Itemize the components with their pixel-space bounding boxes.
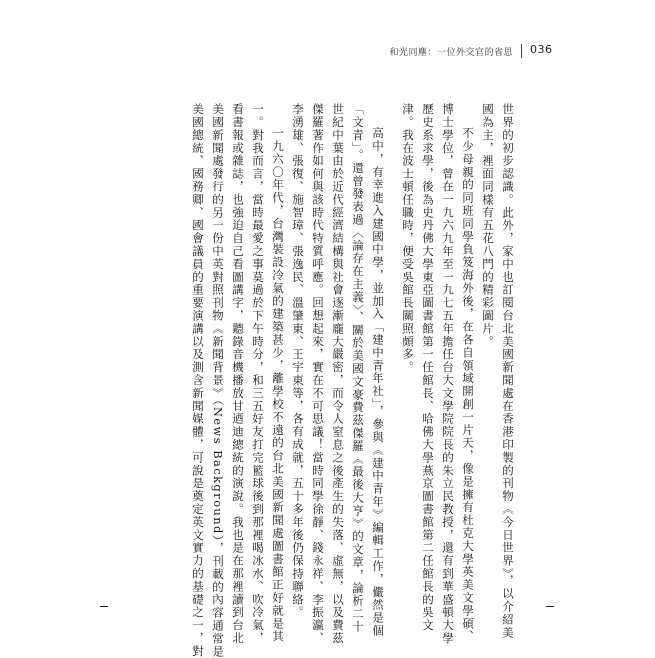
crop-mark-right bbox=[546, 606, 554, 607]
page-number: 036 bbox=[530, 43, 553, 56]
text-line: 李湧雄、張復、施智璋、張逸民、溫肇東、王宇東等，各有成就，五十多年後仍保持聯絡。 bbox=[291, 103, 305, 619]
text-line: 世紀中葉由於近代經濟結構與社會逐漸龐大嚴密，而令人窒息之後產生的失落、虛無，以及費茲 bbox=[331, 103, 345, 645]
text-line: 歷史系求學，後為史丹佛大學東亞圖書館第一任館長、哈佛大學燕京圖書館第二任館長的吳文 bbox=[421, 103, 435, 632]
text-line: 一九六〇年代，台灣裝設冷氣的建築甚少，離學校不遠的台北美國新聞處圖書館正好就是其 bbox=[271, 127, 285, 643]
text-line: 博士學位，曾在一九六九年至一九七五年擔任台大文學院院長的朱立民教授，還有到華盛頓大學 bbox=[441, 103, 455, 645]
text-line: 不少母親的同班同學負笈海外後，在各自領域開創一片天，像是擁有杜克大學英美文學碩、 bbox=[461, 127, 475, 643]
header-divider bbox=[521, 44, 522, 58]
text-line: 世界的初步認識。此外，家中也訂閱台北美國新聞處在香港印製的刊物《今日世界》，以介紹美 bbox=[501, 103, 515, 640]
running-header bbox=[0, 42, 655, 62]
paragraph-gap bbox=[388, 103, 398, 549]
text-line: 美國總統、國務卿、國會議員的重要演講以及測含新聞媒體，可說是奠定英文實力的基礎之一，對 bbox=[191, 103, 205, 658]
vertical-text-body bbox=[188, 103, 518, 658]
text-line: 美國新聞處發行的另一份中英對照刊物《新聞背景》（News Background），刊載的內容通常是 bbox=[211, 103, 225, 658]
text-line: 高中，有幸進入建國中學，並加入「建中青年社」，參與《建中青年》編輯工作，儼然是個 bbox=[371, 127, 385, 638]
crop-mark-left bbox=[100, 606, 108, 607]
text-line: 「文青」。還曾發表過〈論存在主義〉、關於美國文豪費茲傑羅《最後大亨》的文章，論析二十 bbox=[351, 103, 365, 634]
text-line: 一。對我而言，當時最愛之事莫過於下午時分，和三五好友打完籃球後到那裡喝冰水、吹冷氣， bbox=[251, 103, 265, 645]
running-title: 和光同塵：一位外交官的省思 bbox=[389, 48, 513, 58]
text-line: 傑羅著作如何與該時代特質呼應。回想起來，實在不可思議！當時同學徐靜、錢永祥、李振瀛、 bbox=[311, 103, 325, 645]
text-line: 國為主，裡面同樣有五花八門的精彩圖片。 bbox=[481, 103, 495, 349]
text-line: 津。我在波士頓任職時，便受吳館長關照頗多。 bbox=[401, 103, 415, 374]
text-line: 看書報或雜誌，也強迫自己看圖講字，聽錄音機播放甘迺迪總統的演說。我也是在那裡讀到台北 bbox=[231, 103, 245, 645]
